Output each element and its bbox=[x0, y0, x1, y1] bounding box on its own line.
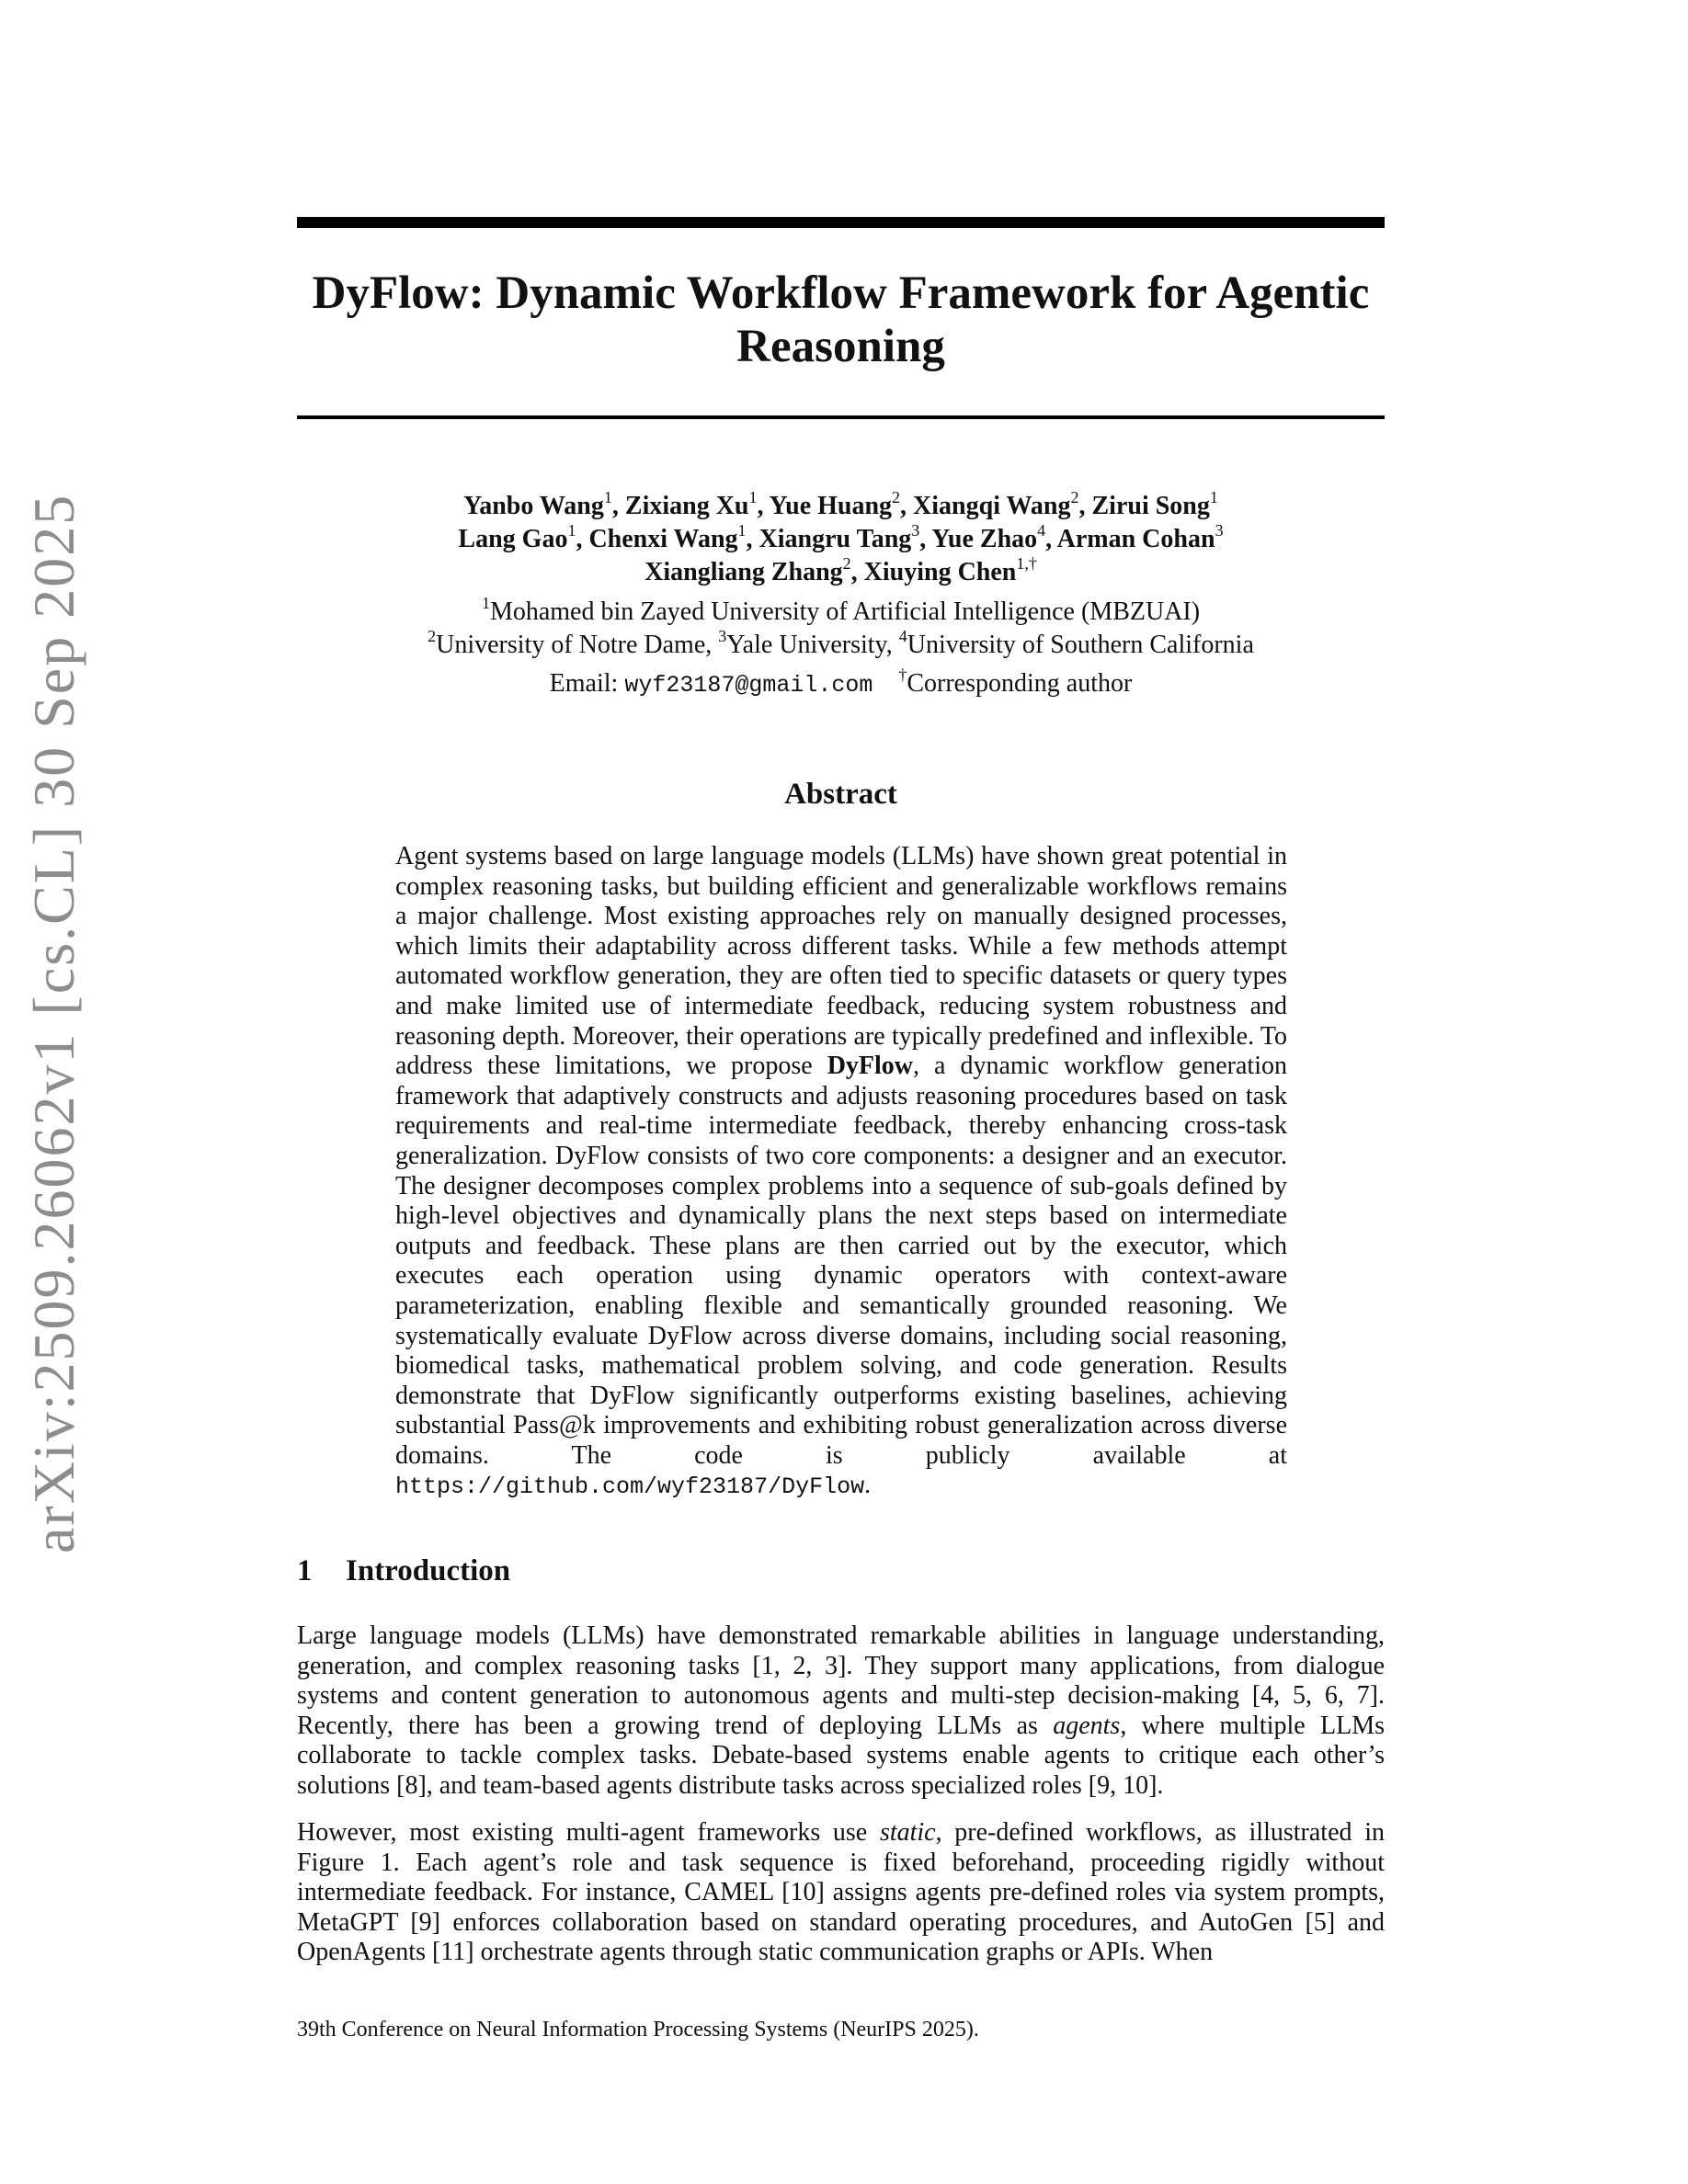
author-separator: , bbox=[746, 525, 759, 553]
corresponding-mark: † bbox=[898, 665, 907, 684]
affiliation-mark: 2 bbox=[428, 627, 437, 645]
paragraph-text: However, most existing multi-agent frameworks use bbox=[297, 1818, 880, 1847]
corresponding-note: Corresponding author bbox=[907, 669, 1133, 698]
author-name: Xiangliang Zhang bbox=[644, 558, 843, 586]
author-name: Lang Gao bbox=[458, 525, 568, 553]
author-separator: , bbox=[919, 525, 932, 553]
author-separator: , bbox=[1078, 492, 1092, 520]
framework-name: DyFlow bbox=[827, 1052, 914, 1081]
author-separator: , bbox=[611, 492, 625, 520]
code-url-link[interactable]: https://github.com/wyf23187/DyFlow bbox=[395, 1473, 865, 1501]
affiliation-name: Yale University, bbox=[726, 631, 899, 659]
affiliation-name: University of Notre Dame, bbox=[436, 631, 719, 659]
affiliation-mark: 1 bbox=[481, 594, 490, 612]
author-name: Yue Zhao bbox=[931, 525, 1038, 553]
author-line bbox=[297, 490, 1385, 523]
contact-line bbox=[297, 667, 1385, 702]
intro-paragraph bbox=[297, 1818, 1385, 1968]
affiliation-mark: 4 bbox=[898, 627, 907, 645]
section-title: Introduction bbox=[346, 1554, 511, 1587]
author-affiliation-mark: 1 bbox=[1209, 488, 1218, 506]
title-bottom-rule bbox=[297, 415, 1385, 419]
affiliation-name: Mohamed bin Zayed University of Artificial Intelligence (MBZUAI) bbox=[489, 597, 1201, 626]
author-affiliation-mark: 2 bbox=[842, 554, 851, 573]
author-name: Zirui Song bbox=[1091, 492, 1210, 520]
conference-footnote: 39th Conference on Neural Information Processing Systems (NeurIPS 2025). bbox=[297, 2018, 979, 2042]
intro-paragraph bbox=[297, 1621, 1385, 1802]
author-separator: , bbox=[850, 558, 864, 586]
author-separator: , bbox=[900, 492, 914, 520]
emphasis-text: static bbox=[879, 1818, 936, 1847]
author-separator: , bbox=[576, 525, 589, 553]
author-affiliation-mark: 1 bbox=[748, 488, 758, 506]
author-affiliation-mark: 1 bbox=[603, 488, 612, 506]
author-list bbox=[297, 490, 1385, 589]
section-heading-introduction bbox=[297, 1553, 1385, 1589]
affiliation-mark: 3 bbox=[718, 627, 727, 645]
emphasis-text: agents bbox=[1053, 1711, 1121, 1740]
abstract-heading: Abstract bbox=[784, 778, 897, 811]
author-affiliation-mark: 1 bbox=[567, 521, 576, 540]
paper-title: DyFlow: Dynamic Workflow Framework for Agentic Reasoning bbox=[312, 267, 1370, 372]
author-name: Yue Huang bbox=[769, 492, 893, 520]
author-affiliation-mark: 3 bbox=[911, 521, 920, 540]
author-affiliation-mark: 2 bbox=[1070, 488, 1079, 506]
abstract-text: , a dynamic workflow generation framework that adaptively constructs and adjusts reasoning procedures based on task requirements and real-time intermediate feedback, thereby enhancing cross-task generalization. DyFlow consists of two core components: a designer and an executor. The designer decomposes complex problems into a sequence of sub-goals defined by high-level objectives and dynamically plans the next steps based on intermediate outputs and feedback. These plans are then carried out by the executor, which executes each operation using dynamic operators with context-aware parameterization, enabling flexible and semantically grounded reasoning. We systematically evaluate DyFlow across diverse domains, including social reasoning, biomedical tasks, mathematical problem solving, and code generation. Results demonstrate that DyFlow significantly outperforms existing baselines, achieving substantial Pass@k improvements and exhibiting robust generalization across diverse domains. The code is publicly available at bbox=[395, 1052, 1287, 1470]
abstract-text-end: . bbox=[864, 1471, 872, 1500]
author-name: Chenxi Wang bbox=[588, 525, 738, 553]
author-affiliation-mark: 3 bbox=[1215, 521, 1224, 540]
paragraph-text: , pre-defined workflows, as illustrated in Figure 1. Each agent’s role and task sequence is fixed beforehand, proceeding rigidly without intermediate feedback. For instance, CAMEL [10] assigns agents pre-defined roles via system prompts, MetaGPT [9] enforces collaboration based on standard operating procedures, and AutoGen [5] and OpenAgents [11] orchestrate agents through static communication graphs or APIs. When bbox=[297, 1818, 1385, 1967]
author-affiliation-mark: 4 bbox=[1037, 521, 1046, 540]
email-address[interactable]: wyf23187@gmail.com bbox=[624, 672, 873, 699]
author-name: Yanbo Wang bbox=[463, 492, 604, 520]
author-separator: , bbox=[757, 492, 770, 520]
author-name: Xiangru Tang bbox=[758, 525, 912, 553]
author-affiliation-mark: 1 bbox=[737, 521, 747, 540]
affiliation-line bbox=[297, 629, 1385, 662]
author-separator: , bbox=[1045, 525, 1057, 553]
title-top-rule bbox=[297, 217, 1385, 228]
abstract-text: Agent systems based on large language models (LLMs) have shown great potential in complex reasoning tasks, but building efficient and generalizable workflows remains a major challenge. Most existing approaches rely on manually designed processes, which limits their adaptability across different tasks. While a few methods attempt automated workflow generation, they are often tied to specific datasets or query types and make limited use of intermediate feedback, reducing system robustness and reasoning depth. Moreover, their operations are typically predefined and inflexible. To address these limitations, we propose bbox=[395, 842, 1287, 1081]
author-line bbox=[297, 523, 1385, 556]
affiliation-line bbox=[297, 596, 1385, 629]
abstract-body bbox=[395, 842, 1287, 1503]
author-line bbox=[297, 556, 1385, 589]
author-name: Zixiang Xu bbox=[624, 492, 749, 520]
paragraph-text: , where multiple LLMs collaborate to tackle complex tasks. Debate-based systems enable agents to critique each other’s solutions [8], and team-based agents distribute tasks across specialized roles [9, 10]. bbox=[297, 1711, 1385, 1800]
author-affiliation-mark: 2 bbox=[892, 488, 901, 506]
author-name: Xiangqi Wang bbox=[913, 492, 1071, 520]
email-label: Email: bbox=[549, 669, 625, 698]
affiliations bbox=[297, 596, 1385, 662]
author-name: Xiuying Chen bbox=[863, 558, 1017, 586]
arxiv-identifier: arXiv:2509.26062v1 [cs.CL] 30 Sep 2025 bbox=[21, 493, 86, 1553]
author-name: Arman Cohan bbox=[1056, 525, 1215, 553]
section-number: 1 bbox=[297, 1554, 313, 1587]
author-affiliation-mark: 1,† bbox=[1016, 554, 1037, 573]
paragraph-text: Large language models (LLMs) have demonstrated remarkable abilities in language understanding, generation, and complex reasoning tasks [1, 2, 3]. They support many applications, from dialogue systems and content generation to autonomous agents and multi-step decision-making [4, 5, 6, 7]. Recently, there has been a growing trend of deploying LLMs as bbox=[297, 1621, 1385, 1740]
affiliation-name: University of Southern California bbox=[907, 631, 1254, 659]
